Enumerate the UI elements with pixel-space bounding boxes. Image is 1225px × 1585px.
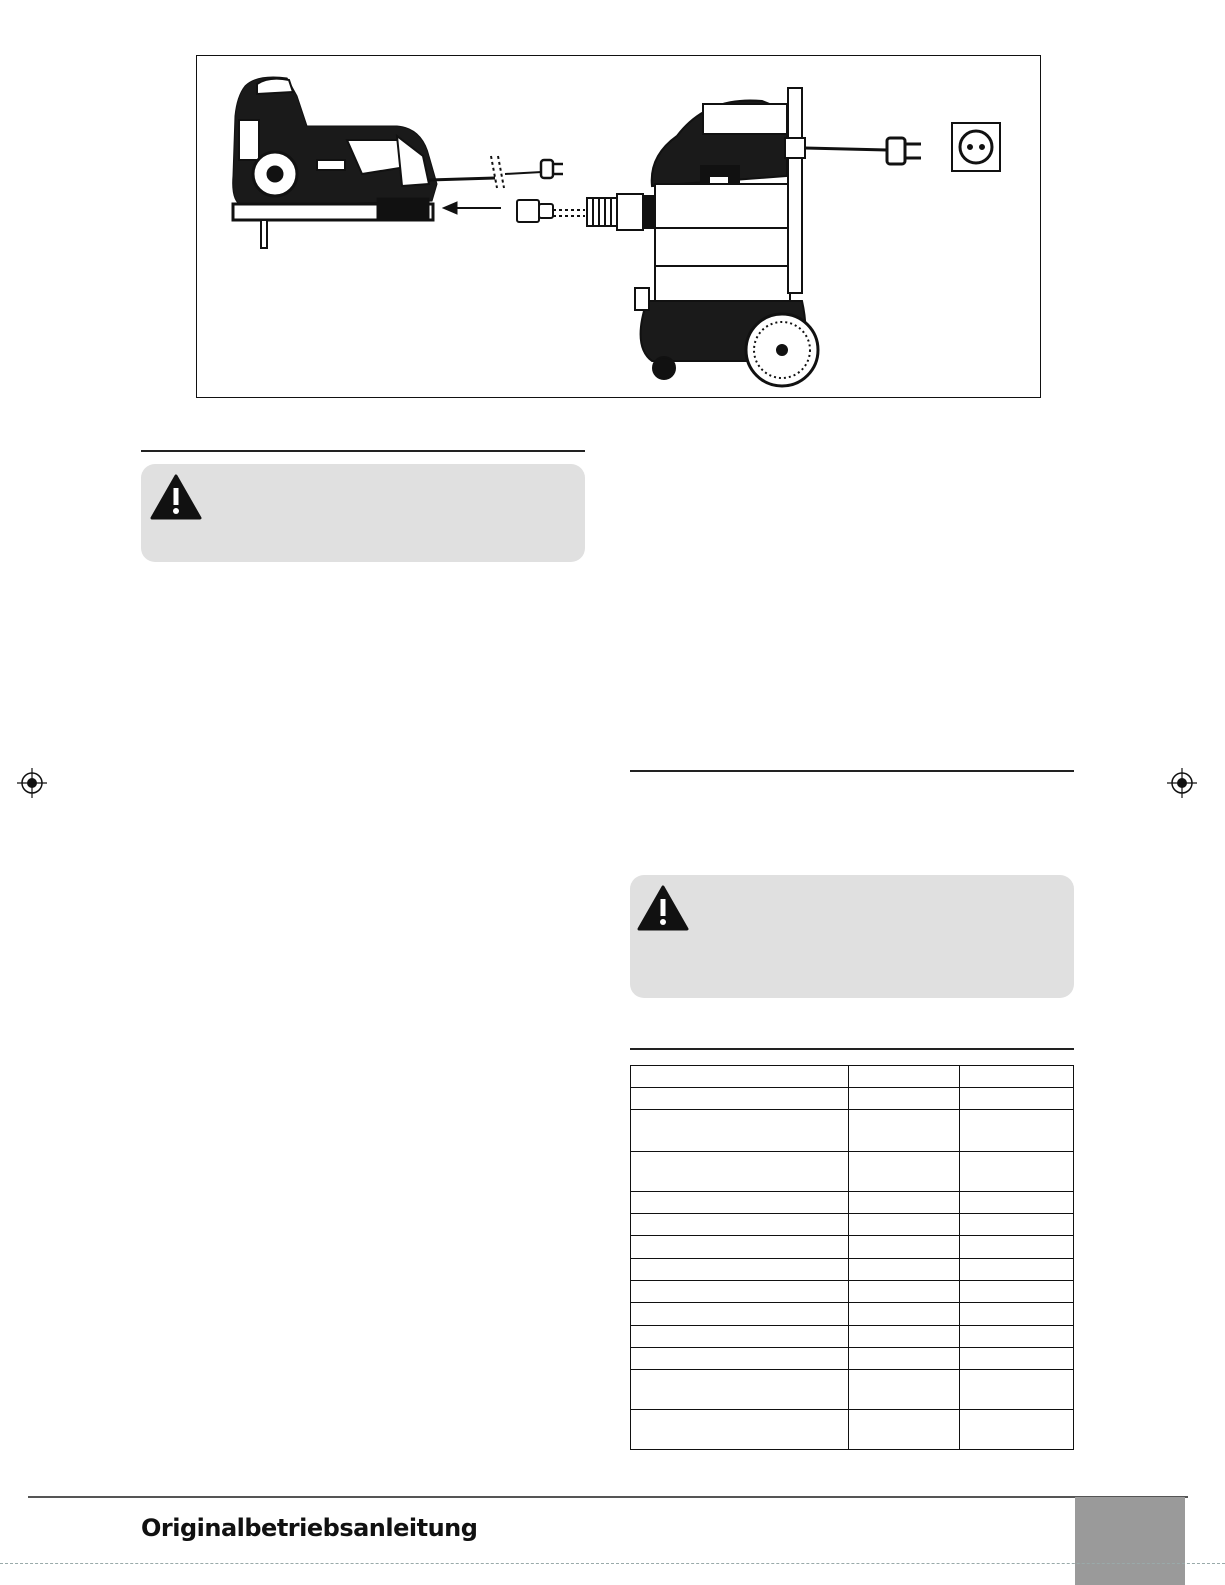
table-row	[631, 1110, 1074, 1152]
hose-coupling-icon	[587, 194, 657, 230]
vacuum-plug-icon	[805, 138, 921, 164]
adapter-icon	[517, 200, 585, 222]
vacuum-cleaner-icon	[635, 88, 818, 386]
table-row	[631, 1066, 1074, 1088]
table-cell	[848, 1192, 960, 1214]
table-row	[631, 1370, 1074, 1410]
table-cell	[960, 1110, 1074, 1152]
table-cell	[960, 1303, 1074, 1326]
trim-line	[0, 1563, 1225, 1564]
jigsaw-icon	[233, 77, 495, 248]
table-cell	[960, 1326, 1074, 1348]
table-cell	[631, 1326, 849, 1348]
table-row	[631, 1088, 1074, 1110]
table-row	[631, 1152, 1074, 1192]
footer-rule	[28, 1496, 1188, 1498]
table-cell	[960, 1066, 1074, 1088]
warning-triangle-icon	[636, 884, 690, 932]
table-cell	[960, 1214, 1074, 1236]
page-number-tab	[1075, 1497, 1185, 1585]
table-cell	[848, 1236, 960, 1259]
table-cell	[631, 1192, 849, 1214]
table-cell	[631, 1236, 849, 1259]
table-row	[631, 1410, 1074, 1450]
table-row	[631, 1303, 1074, 1326]
footer-title: Originalbetriebsanleitung	[141, 1514, 478, 1542]
table-cell	[960, 1088, 1074, 1110]
table-cell	[960, 1236, 1074, 1259]
table-row	[631, 1281, 1074, 1303]
table-cell	[631, 1370, 849, 1410]
table-row	[631, 1348, 1074, 1370]
table-cell	[848, 1326, 960, 1348]
table-cell	[848, 1214, 960, 1236]
table-cell	[960, 1348, 1074, 1370]
table-cell	[960, 1192, 1074, 1214]
warning-box	[630, 875, 1074, 998]
table-cell	[631, 1152, 849, 1192]
table-cell	[631, 1214, 849, 1236]
section-rule	[630, 770, 1074, 772]
table-cell	[631, 1348, 849, 1370]
table-cell	[631, 1303, 849, 1326]
table-cell	[848, 1410, 960, 1450]
table-cell	[631, 1066, 849, 1088]
table-cell	[848, 1066, 960, 1088]
table-row	[631, 1192, 1074, 1214]
table-cell	[631, 1088, 849, 1110]
arrow-left-icon	[443, 202, 501, 214]
warning-box	[141, 464, 585, 562]
spec-table	[630, 1065, 1074, 1450]
warning-triangle-icon	[149, 473, 203, 521]
table-cell	[960, 1281, 1074, 1303]
table-cell	[848, 1152, 960, 1192]
registration-mark-icon	[17, 768, 47, 798]
table-cell	[631, 1259, 849, 1281]
illustration-frame	[196, 55, 1041, 398]
table-cell	[848, 1110, 960, 1152]
table-cell	[631, 1410, 849, 1450]
power-plug-icon	[541, 160, 563, 178]
table-row	[631, 1259, 1074, 1281]
registration-mark-icon	[1167, 768, 1197, 798]
table-cell	[631, 1281, 849, 1303]
table-cell	[960, 1259, 1074, 1281]
table-cell	[848, 1370, 960, 1410]
wall-socket-icon	[952, 123, 1000, 171]
table-cell	[631, 1110, 849, 1152]
table-cell	[848, 1348, 960, 1370]
table-cell	[848, 1303, 960, 1326]
table-cell	[960, 1410, 1074, 1450]
cord-break-icon	[491, 156, 542, 188]
table-row	[631, 1236, 1074, 1259]
table-row	[631, 1214, 1074, 1236]
table-cell	[848, 1088, 960, 1110]
table-cell	[960, 1370, 1074, 1410]
table-row	[631, 1326, 1074, 1348]
section-rule	[630, 1048, 1074, 1050]
table-cell	[848, 1281, 960, 1303]
table-cell	[960, 1152, 1074, 1192]
section-rule	[141, 450, 585, 452]
table-cell	[848, 1259, 960, 1281]
dust-extraction-illustration	[197, 56, 1042, 399]
